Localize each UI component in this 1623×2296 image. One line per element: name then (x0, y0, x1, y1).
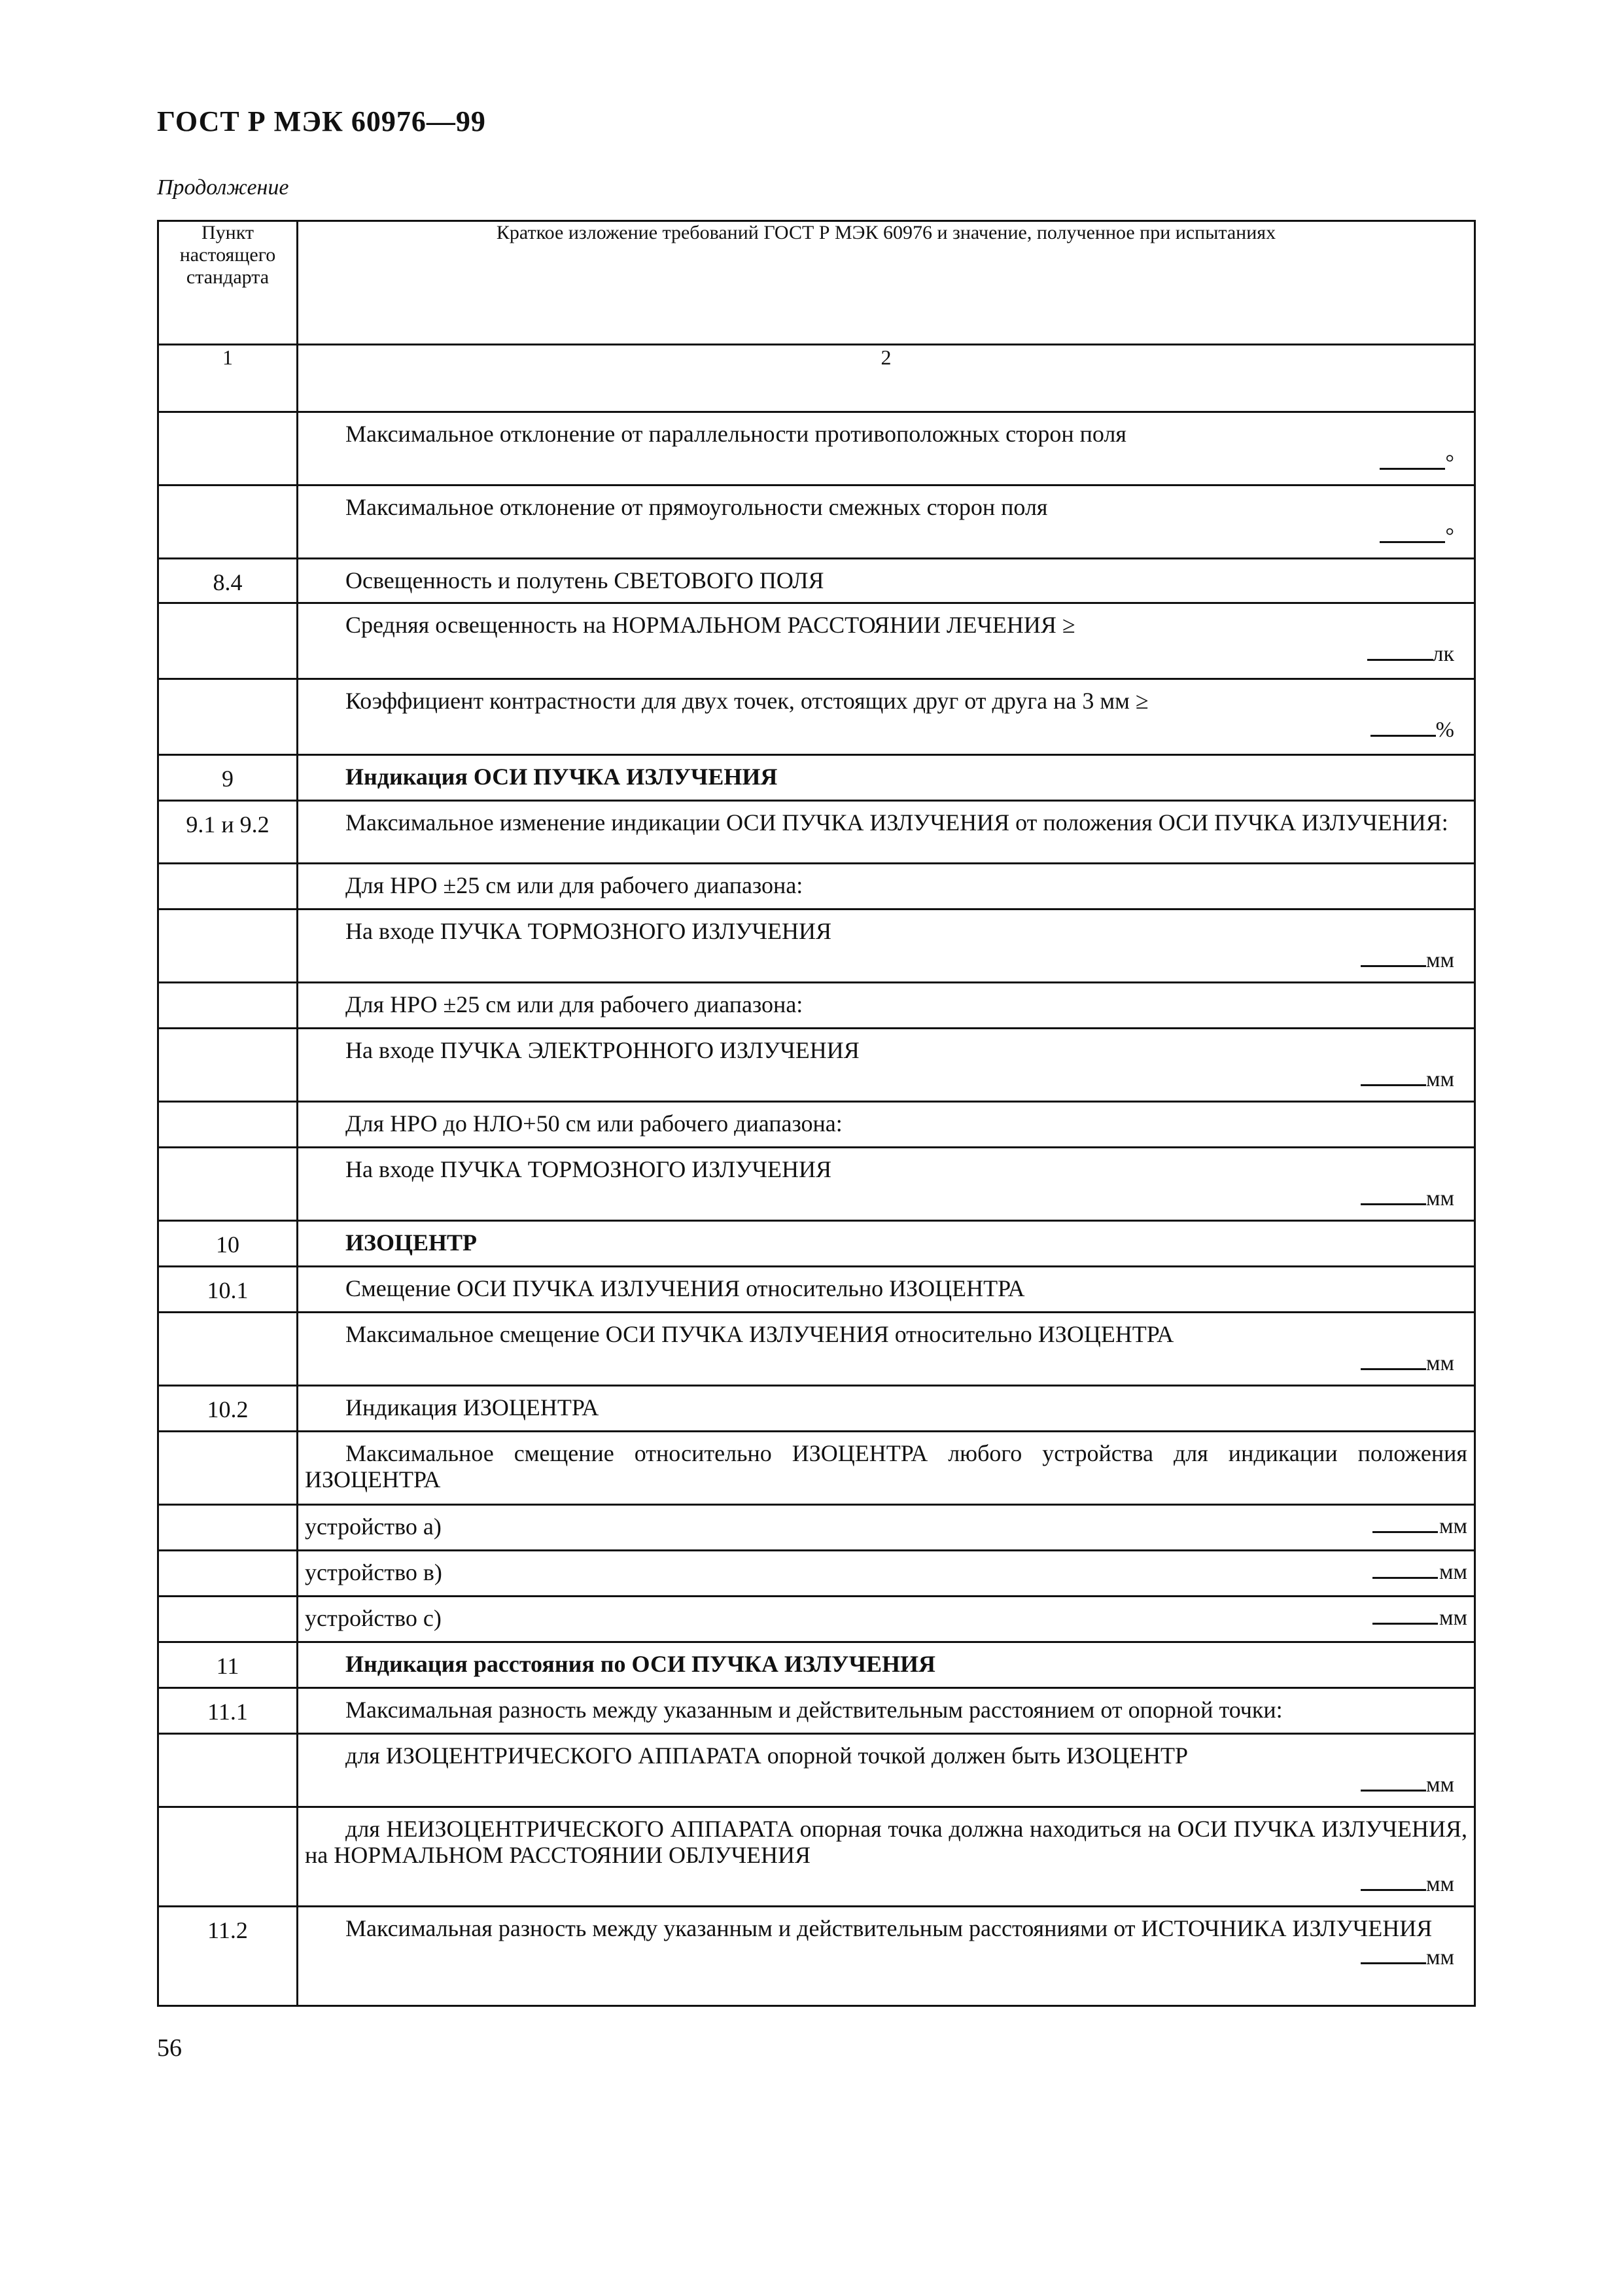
table-row (158, 1148, 1475, 1221)
row-requirement-text: для ИЗОЦЕНТРИЧЕСКОГО АППАРАТА опорной точкой должен быть ИЗОЦЕНТР (345, 1742, 1189, 1769)
table-row (158, 1505, 1475, 1551)
row-point-number (158, 603, 298, 679)
row-requirement-cell (298, 801, 1475, 864)
row-point-number (158, 1102, 298, 1148)
row-requirement-cell (298, 559, 1475, 603)
row-point-number: 10 (158, 1221, 298, 1267)
value-unit-field (305, 948, 1467, 972)
table-row (158, 1029, 1475, 1102)
row-requirement-text: устройство а) (305, 1513, 442, 1540)
row-requirement-text: Коэффициент контрастности для двух точек, отстоящих друг от друга на 3 мм ≥ (345, 688, 1149, 714)
table-row (158, 1386, 1475, 1432)
table-row (158, 603, 1475, 679)
header-point-column: Пункт настоящего стандарта (158, 221, 298, 345)
unit-label: % (1435, 718, 1454, 742)
table-row (158, 1432, 1475, 1505)
value-blank-line (1361, 1351, 1426, 1370)
table-row (158, 412, 1475, 486)
table-row (158, 1807, 1475, 1907)
value-unit-field (305, 1945, 1467, 1969)
unit-label: мм (1425, 1872, 1454, 1896)
row-point-number (158, 1029, 298, 1102)
table-row (158, 864, 1475, 910)
row-requirement-text: На входе ПУЧКА ТОРМОЗНОГО ИЗЛУЧЕНИЯ (345, 918, 831, 944)
row-point-number (158, 1432, 298, 1505)
row-requirement-cell (298, 1688, 1475, 1734)
row-requirement-text: для НЕИЗОЦЕНТРИЧЕСКОГО АППАРАТА опорная точка должна находиться на ОСИ ПУЧКА ИЗЛУЧЕНИЯ, на НОРМАЛЬНОМ РАССТОЯНИИ ОБЛУЧЕНИЯ (305, 1816, 1467, 1868)
value-blank-line (1380, 524, 1445, 543)
document-header: ГОСТ Р МЭК 60976—99 (157, 105, 486, 137)
row-requirement-cell (298, 679, 1475, 755)
row-requirement-cell (298, 983, 1475, 1029)
row-requirement-text: Максимальное смещение относительно ИЗОЦЕНТРА любого устройства для индикации положения ИЗОЦЕНТРА (305, 1440, 1467, 1492)
row-requirement-text: Для НРО ±25 см или для рабочего диапазона: (345, 872, 803, 898)
row-point-number: 9 (158, 755, 298, 801)
unit-label: мм (1439, 1560, 1467, 1584)
unit-label: мм (1425, 948, 1454, 972)
row-requirement-cell (298, 1734, 1475, 1807)
row-point-number (158, 1148, 298, 1221)
row-point-number (158, 1807, 298, 1907)
value-unit-field (305, 1872, 1467, 1896)
row-point-number: 10.1 (158, 1267, 298, 1313)
row-requirement-cell (298, 1386, 1475, 1432)
table-header-row (158, 221, 1475, 345)
row-point-number: 11.2 (158, 1907, 298, 2006)
table-row (158, 983, 1475, 1029)
table-row (158, 1221, 1475, 1267)
value-unit-field (1372, 1559, 1467, 1585)
value-blank-line (1361, 1067, 1426, 1086)
row-requirement-cell (298, 755, 1475, 801)
value-unit-field (305, 1186, 1467, 1210)
row-point-number (158, 486, 298, 559)
table-row (158, 1267, 1475, 1313)
value-blank-line (1372, 1514, 1438, 1533)
row-requirement-text: устройство с) (305, 1605, 442, 1631)
row-point-number: 11 (158, 1642, 298, 1688)
unit-label: мм (1439, 1606, 1467, 1630)
page-number: 56 (157, 2034, 182, 2062)
row-requirement-cell (298, 1148, 1475, 1221)
value-blank-line (1370, 718, 1436, 737)
row-requirement-cell (298, 603, 1475, 679)
unit-label: мм (1425, 1945, 1454, 1969)
row-point-number: 8.4 (158, 559, 298, 603)
unit-label: мм (1425, 1773, 1454, 1797)
table-row (158, 1313, 1475, 1386)
row-requirement-cell (298, 1313, 1475, 1386)
row-requirement-cell (298, 1642, 1475, 1688)
row-requirement-text: Индикация ОСИ ПУЧКА ИЗЛУЧЕНИЯ (345, 764, 778, 790)
row-requirement-cell (298, 864, 1475, 910)
row-point-number (158, 983, 298, 1029)
value-blank-line (1361, 948, 1426, 967)
row-requirement-text: устройство в) (305, 1559, 442, 1585)
row-requirement-text: На входе ПУЧКА ТОРМОЗНОГО ИЗЛУЧЕНИЯ (345, 1156, 831, 1182)
value-blank-line (1372, 1606, 1438, 1625)
table-row (158, 1688, 1475, 1734)
column-number-row (158, 345, 1475, 412)
row-requirement-text: Индикация расстояния по ОСИ ПУЧКА ИЗЛУЧЕНИЯ (345, 1651, 936, 1677)
row-requirement-text: Максимальное отклонение от прямоугольности смежных сторон поля (345, 494, 1048, 520)
requirements-table (157, 220, 1476, 2007)
row-point-number (158, 1734, 298, 1807)
value-blank-line (1361, 1773, 1426, 1792)
row-requirement-text: На входе ПУЧКА ЭЛЕКТРОННОГО ИЗЛУЧЕНИЯ (345, 1037, 860, 1063)
row-requirement-text: Максимальное отклонение от параллельности противоположных сторон поля (345, 421, 1126, 447)
value-unit-field (1372, 1513, 1467, 1540)
table-row (158, 801, 1475, 864)
value-unit-field (305, 642, 1467, 665)
row-requirement-text: Максимальное изменение индикации ОСИ ПУЧКА ИЗЛУЧЕНИЯ от положения ОСИ ПУЧКА ИЗЛУЧЕНИЯ: (345, 809, 1448, 836)
value-blank-line (1380, 451, 1445, 470)
row-requirement-cell (298, 1102, 1475, 1148)
row-requirement-text: Максимальная разность между указанным и действительным расстоянием от опорной точки: (345, 1697, 1283, 1723)
row-requirement-text: Для НРО до НЛО+50 см или рабочего диапазона: (345, 1110, 843, 1137)
header-description-column: Краткое изложение требований ГОСТ Р МЭК 60976 и значение, полученное при испытаниях (298, 221, 1475, 345)
row-requirement-text: ИЗОЦЕНТР (345, 1229, 478, 1256)
unit-label: ° (1445, 451, 1454, 475)
value-blank-line (1361, 1945, 1426, 1964)
row-requirement-cell (298, 1551, 1475, 1597)
value-blank-line (1372, 1560, 1438, 1579)
row-point-number (158, 864, 298, 910)
row-requirement-text: Средняя освещенность на НОРМАЛЬНОМ РАССТОЯНИИ ЛЕЧЕНИЯ ≥ (345, 612, 1075, 638)
value-blank-line (1367, 642, 1433, 661)
value-unit-field (1372, 1605, 1467, 1631)
table-row (158, 1642, 1475, 1688)
value-unit-field (305, 1351, 1467, 1375)
row-requirement-cell (298, 1432, 1475, 1505)
value-unit-field (305, 1067, 1467, 1091)
row-requirement-cell (298, 486, 1475, 559)
table-row (158, 486, 1475, 559)
row-requirement-text: Максимальное смещение ОСИ ПУЧКА ИЗЛУЧЕНИЯ относительно ИЗОЦЕНТРА (345, 1321, 1174, 1347)
row-requirement-cell (298, 1597, 1475, 1642)
row-point-number (158, 1313, 298, 1386)
row-requirement-cell (298, 1907, 1475, 2006)
row-requirement-cell (298, 1221, 1475, 1267)
unit-label: мм (1425, 1186, 1454, 1210)
unit-label: ° (1445, 524, 1454, 548)
row-requirement-text: Максимальная разность между указанным и действительным расстояниями от ИСТОЧНИКА ИЗЛУЧЕНИЯ (345, 1915, 1433, 1941)
value-blank-line (1361, 1872, 1426, 1891)
unit-label: мм (1425, 1067, 1454, 1091)
row-requirement-cell (298, 412, 1475, 486)
row-point-number (158, 1505, 298, 1551)
unit-label: мм (1425, 1351, 1454, 1375)
row-requirement-cell (298, 1807, 1475, 1907)
row-point-number: 9.1 и 9.2 (158, 801, 298, 864)
value-unit-field (305, 718, 1467, 741)
row-requirement-cell (298, 910, 1475, 983)
row-point-number (158, 412, 298, 486)
table-row (158, 1102, 1475, 1148)
row-requirement-text: Смещение ОСИ ПУЧКА ИЗЛУЧЕНИЯ относительно ИЗОЦЕНТРА (345, 1275, 1025, 1301)
table-row (158, 910, 1475, 983)
row-point-number (158, 679, 298, 755)
table-row (158, 755, 1475, 801)
row-point-number: 10.2 (158, 1386, 298, 1432)
row-requirement-cell (298, 1267, 1475, 1313)
table-row (158, 1551, 1475, 1597)
table-row (158, 1734, 1475, 1807)
value-unit-field (305, 1773, 1467, 1796)
value-unit-field (305, 524, 1467, 548)
row-point-number: 11.1 (158, 1688, 298, 1734)
row-requirement-text: Индикация ИЗОЦЕНТРА (345, 1394, 599, 1421)
continuation-label: Продолжение (157, 175, 289, 200)
row-requirement-text: Для НРО ±25 см или для рабочего диапазона: (345, 991, 803, 1017)
row-requirement-text: Освещенность и полутень СВЕТОВОГО ПОЛЯ (345, 567, 824, 593)
value-blank-line (1361, 1186, 1426, 1205)
row-requirement-cell (298, 1505, 1475, 1551)
row-point-number (158, 1551, 298, 1597)
table-row (158, 559, 1475, 603)
column-number-2: 2 (298, 345, 1475, 412)
table-row (158, 679, 1475, 755)
table-row (158, 1597, 1475, 1642)
table-row (158, 1907, 1475, 2006)
unit-label: мм (1439, 1514, 1467, 1538)
row-point-number (158, 910, 298, 983)
column-number-1: 1 (158, 345, 298, 412)
unit-label: лк (1432, 642, 1454, 666)
value-unit-field (305, 451, 1467, 474)
row-point-number (158, 1597, 298, 1642)
row-requirement-cell (298, 1029, 1475, 1102)
